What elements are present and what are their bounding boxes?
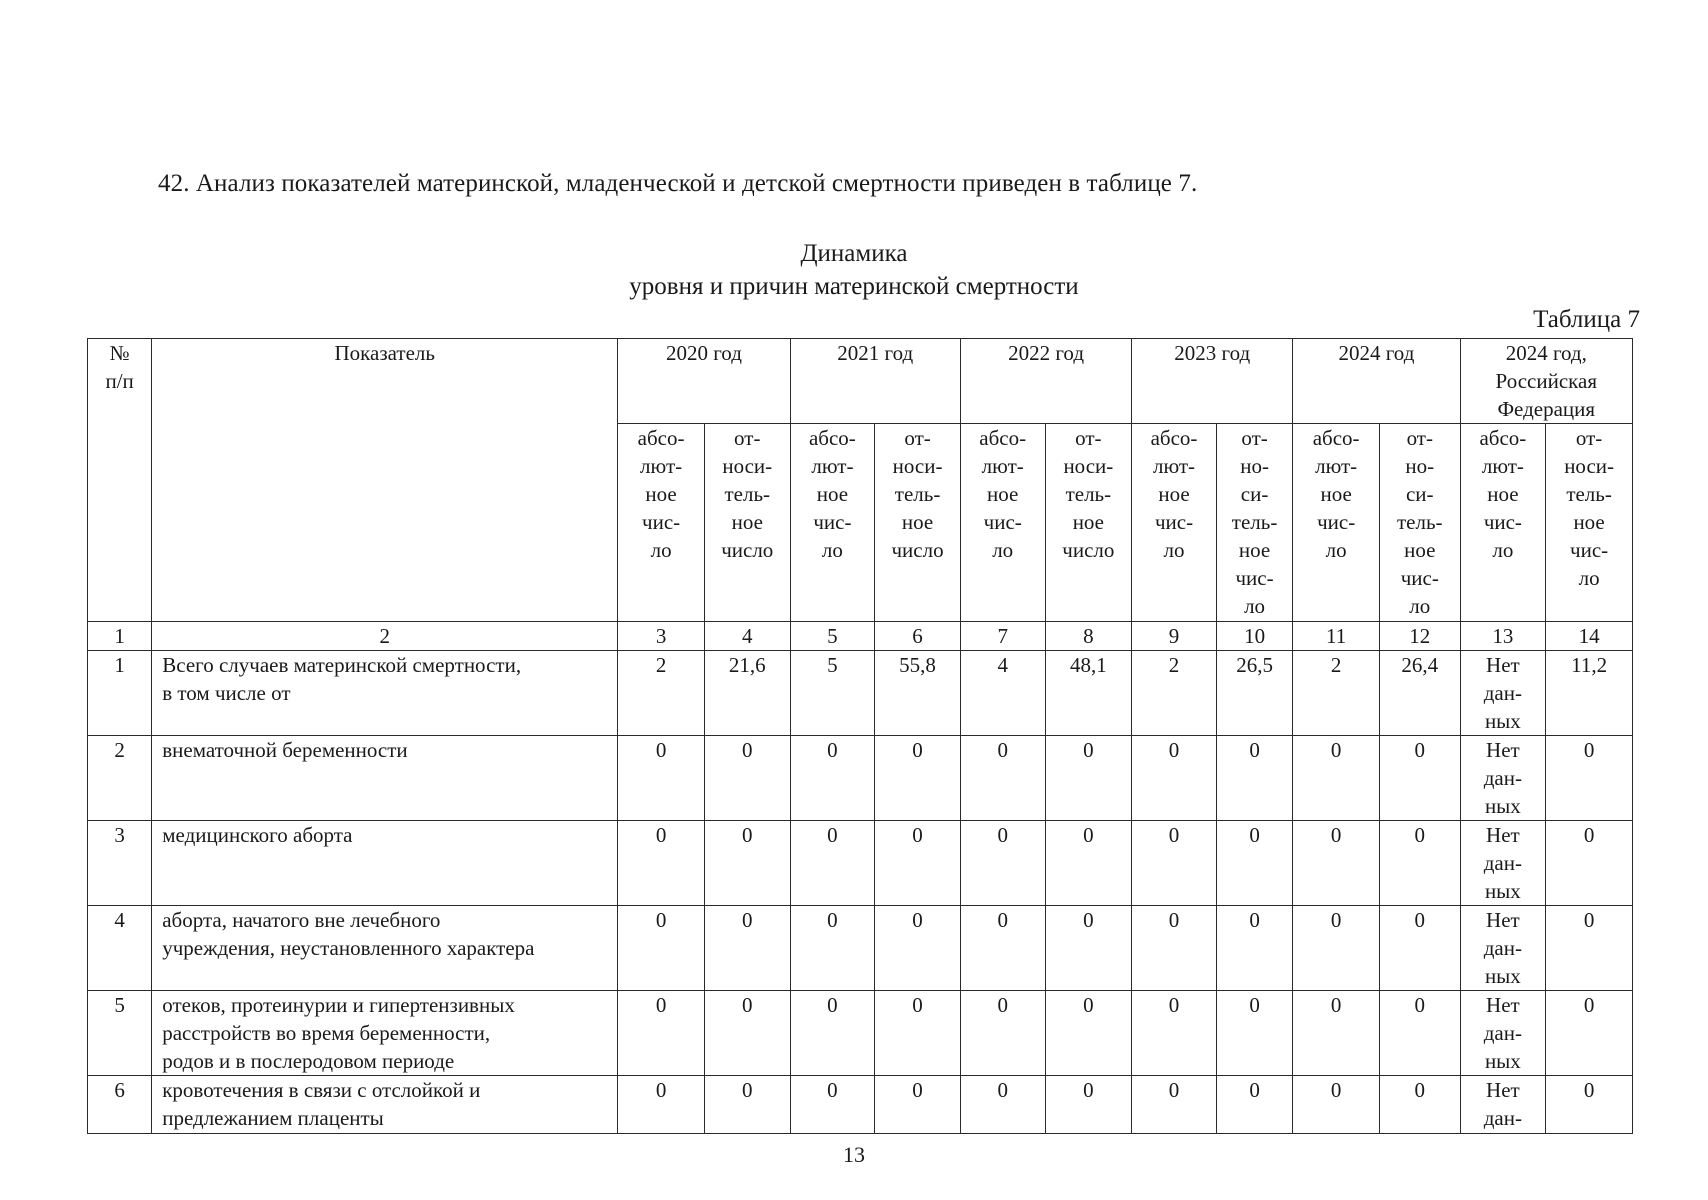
header-absolute: абсо- лют- ное чис- ло <box>790 424 875 622</box>
row-value: 0 <box>1546 821 1633 906</box>
row-value: 0 <box>1045 736 1132 821</box>
row-value: 0 <box>1293 821 1380 906</box>
page-number: 13 <box>843 1142 865 1167</box>
column-number: 4 <box>704 622 790 651</box>
row-value: 0 <box>1132 736 1217 821</box>
row-value: 0 <box>1132 821 1217 906</box>
row-value: 0 <box>1132 906 1217 991</box>
row-indicator: отеков, протеинурии и гипертензивных расстройств во время беременности, родов и в послеродовом периоде <box>152 991 618 1076</box>
row-indicator: аборта, начатого вне лечебного учреждения, неустановленного характера <box>152 906 618 991</box>
row-indicator: медицинского аборта <box>152 821 618 906</box>
column-number: 6 <box>875 622 961 651</box>
column-number: 1 <box>88 622 152 651</box>
column-number: 14 <box>1546 622 1633 651</box>
row-number: 4 <box>88 906 152 991</box>
row-value: 0 <box>875 736 961 821</box>
table-number-label: Таблица 7 <box>1533 306 1640 333</box>
row-value: 0 <box>875 821 961 906</box>
row-number: 5 <box>88 991 152 1076</box>
header-relative: от- но- си- тель- ное чис- ло <box>1379 424 1460 622</box>
column-number: 12 <box>1379 622 1460 651</box>
row-value: 0 <box>1216 906 1292 991</box>
row-value: 0 <box>875 991 961 1076</box>
table-row <box>88 906 1633 991</box>
column-number: 7 <box>960 622 1045 651</box>
row-value: 0 <box>790 736 875 821</box>
column-number: 5 <box>790 622 875 651</box>
intro-paragraph: 42. Анализ показателей материнской, младенческой и детской смертности приведен в таблице 7. <box>158 170 1198 197</box>
column-number: 3 <box>618 622 705 651</box>
row-value: 0 <box>1293 906 1380 991</box>
row-value: 0 <box>1546 1076 1633 1134</box>
row-value: 26,5 <box>1216 651 1292 736</box>
row-value: 0 <box>790 906 875 991</box>
row-value: 0 <box>618 1076 705 1134</box>
row-value: Нет дан- <box>1460 1076 1546 1134</box>
header-num: № п/п <box>88 339 152 622</box>
row-number: 1 <box>88 651 152 736</box>
column-number: 8 <box>1045 622 1132 651</box>
header-year: 2022 год <box>960 339 1131 424</box>
table-row <box>88 821 1633 906</box>
column-number: 9 <box>1132 622 1217 651</box>
row-value: 0 <box>704 906 790 991</box>
row-number: 3 <box>88 821 152 906</box>
header-absolute: абсо- лют- ное чис- ло <box>1293 424 1380 622</box>
row-value: 0 <box>618 821 705 906</box>
row-value: 55,8 <box>875 651 961 736</box>
header-relative: от- носи- тель- ное число <box>1045 424 1132 622</box>
row-value: 0 <box>704 736 790 821</box>
row-value: 2 <box>618 651 705 736</box>
row-value: 48,1 <box>1045 651 1132 736</box>
row-value: 0 <box>960 736 1045 821</box>
row-value: 0 <box>790 821 875 906</box>
row-value: 0 <box>790 991 875 1076</box>
row-value: 0 <box>1132 991 1217 1076</box>
header-indicator: Показатель <box>152 339 618 622</box>
row-value: 0 <box>960 1076 1045 1134</box>
header-relative: от- но- си- тель- ное чис- ло <box>1216 424 1292 622</box>
row-value: 0 <box>960 906 1045 991</box>
row-value: 0 <box>704 821 790 906</box>
header-relative: от- носи- тель- ное чис- ло <box>1546 424 1633 622</box>
row-value: 0 <box>1293 736 1380 821</box>
column-number: 11 <box>1293 622 1380 651</box>
row-value: 0 <box>1379 991 1460 1076</box>
row-value: 0 <box>875 906 961 991</box>
header-year: 2023 год <box>1132 339 1293 424</box>
table-row <box>88 651 1633 736</box>
table-subtitle: уровня и причин материнской смертности <box>629 273 1079 300</box>
row-value: 0 <box>1379 906 1460 991</box>
header-year: 2024 год <box>1293 339 1460 424</box>
row-indicator: внематочной беременности <box>152 736 618 821</box>
row-value: 0 <box>1546 736 1633 821</box>
header-absolute: абсо- лют- ное чис- ло <box>1132 424 1217 622</box>
row-value: Нет дан- ных <box>1460 906 1546 991</box>
column-number: 2 <box>152 622 618 651</box>
row-value: 0 <box>1379 821 1460 906</box>
header-absolute: абсо- лют- ное чис- ло <box>1460 424 1546 622</box>
row-value: 0 <box>1045 906 1132 991</box>
row-value: 0 <box>1293 991 1380 1076</box>
row-value: 0 <box>618 736 705 821</box>
row-value: 0 <box>1546 991 1633 1076</box>
table-row <box>88 991 1633 1076</box>
row-value: 0 <box>960 821 1045 906</box>
row-value: 0 <box>1216 1076 1292 1134</box>
row-value: Нет дан- ных <box>1460 991 1546 1076</box>
row-value: 0 <box>1045 991 1132 1076</box>
header-absolute: абсо- лют- ное чис- ло <box>618 424 705 622</box>
row-value: 0 <box>704 1076 790 1134</box>
row-value: Нет дан- ных <box>1460 651 1546 736</box>
row-number: 6 <box>88 1076 152 1134</box>
row-value: 0 <box>618 906 705 991</box>
header-absolute: абсо- лют- ное чис- ло <box>960 424 1045 622</box>
row-value: 0 <box>1216 821 1292 906</box>
row-value: 0 <box>1293 1076 1380 1134</box>
row-value: 0 <box>960 991 1045 1076</box>
row-indicator: Всего случаев материнской смертности, в том числе от <box>152 651 618 736</box>
row-value: 0 <box>790 1076 875 1134</box>
maternal-mortality-table <box>87 338 1633 1134</box>
row-value: 0 <box>875 1076 961 1134</box>
row-number: 2 <box>88 736 152 821</box>
column-number: 13 <box>1460 622 1546 651</box>
table-title: Динамика <box>800 240 908 267</box>
row-value: 0 <box>704 991 790 1076</box>
row-value: Нет дан- ных <box>1460 821 1546 906</box>
row-value: 0 <box>1216 991 1292 1076</box>
column-number: 10 <box>1216 622 1292 651</box>
row-value: 0 <box>1132 1076 1217 1134</box>
header-relative: от- носи- тель- ное число <box>875 424 961 622</box>
row-value: 26,4 <box>1379 651 1460 736</box>
table-row <box>88 1076 1633 1134</box>
header-year: 2020 год <box>618 339 790 424</box>
row-value: 0 <box>1379 1076 1460 1134</box>
row-value: 4 <box>960 651 1045 736</box>
row-value: 5 <box>790 651 875 736</box>
header-relative: от- носи- тель- ное число <box>704 424 790 622</box>
row-value: 0 <box>1379 736 1460 821</box>
row-value: 0 <box>1045 821 1132 906</box>
header-year: 2021 год <box>790 339 960 424</box>
row-value: 0 <box>618 991 705 1076</box>
row-value: 2 <box>1132 651 1217 736</box>
table-row <box>88 736 1633 821</box>
row-value: 21,6 <box>704 651 790 736</box>
row-value: 2 <box>1293 651 1380 736</box>
row-value: 0 <box>1546 906 1633 991</box>
row-value: Нет дан- ных <box>1460 736 1546 821</box>
row-value: 11,2 <box>1546 651 1633 736</box>
row-indicator: кровотечения в связи с отслойкой и предлежанием плаценты <box>152 1076 618 1134</box>
row-value: 0 <box>1045 1076 1132 1134</box>
header-year: 2024 год, Российская Федерация <box>1460 339 1632 424</box>
row-value: 0 <box>1216 736 1292 821</box>
